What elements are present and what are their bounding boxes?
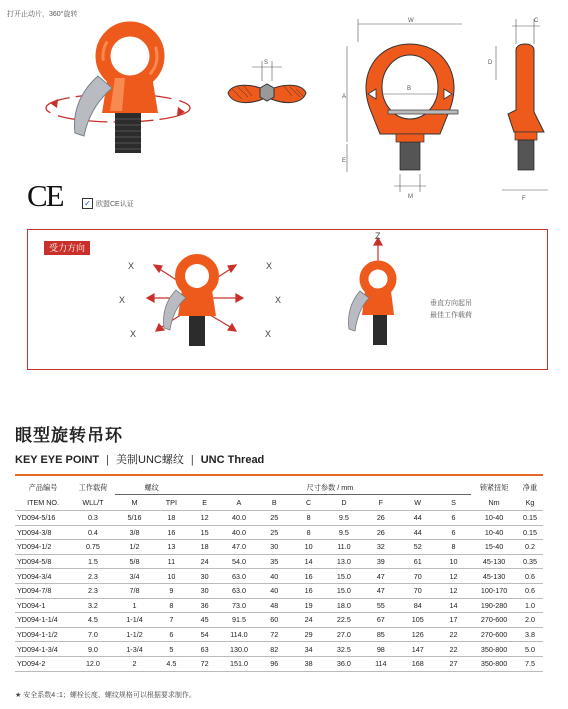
spec-table [15,481,543,672]
table-cell: 1-1/4 [115,613,154,628]
product-photo-rotating [30,18,200,163]
table-cell: 22 [436,642,471,657]
table-cell: 98 [362,642,399,657]
table-cell: 168 [400,656,436,671]
table-cell: 16 [154,525,188,540]
table-cell: 12 [436,569,471,584]
column-header: WLL/T [82,497,104,507]
side-view-drawing [478,14,558,204]
table-cell: 73.0 [221,598,257,613]
table-cell: 47 [362,583,399,598]
table-cell: 30 [189,583,221,598]
table-cell: 91.5 [221,613,257,628]
table-cell: 84 [400,598,436,613]
table-cell: 70 [400,583,436,598]
table-cell: 114 [362,656,399,671]
table-cell: 3/8 [115,525,154,540]
table-cell: 82 [257,642,291,657]
safety-footnote: ★ 安全系数4 :1；螺栓长度、螺纹规格可以根据要求制作。 [15,692,196,699]
table-cell: 9.5 [326,511,362,526]
table-cell: 36 [189,598,221,613]
table-cell: 2.3 [71,583,115,598]
item-number-cell: YD094-1 [15,598,71,613]
table-row [15,525,543,540]
dim-c-label: C [534,18,539,24]
table-cell: 40.0 [221,511,257,526]
table-cell: 9.5 [326,525,362,540]
table-cell: 3.2 [71,598,115,613]
table-cell: 70 [400,569,436,584]
table-cell: 63.0 [221,569,257,584]
item-number-cell: YD094-1-1/4 [15,613,71,628]
table-cell: 72 [257,627,291,642]
table-cell: 60 [257,613,291,628]
table-cell: 47.0 [221,540,257,555]
table-row [15,569,543,584]
table-cell: 1.0 [517,598,543,613]
table-cell: 0.4 [71,525,115,540]
table-cell: 24 [291,613,325,628]
table-cell: 8 [154,598,188,613]
table-row [15,540,543,555]
table-cell: 350-800 [471,642,517,657]
rotation-caption: 打开止动片，360°旋转 [7,11,78,18]
table-cell: 7/8 [115,583,154,598]
table-cell: 47 [362,569,399,584]
table-cell: 5.0 [517,642,543,657]
checkbox-icon: ✓ [82,198,93,209]
table-cell: 1-1/2 [115,627,154,642]
table-cell: 2.3 [71,569,115,584]
force-photo-vertical [335,233,405,351]
table-cell: 0.6 [517,583,543,598]
table-cell: 6 [436,525,471,540]
dim-a-label: A [342,94,347,100]
table-cell: 26 [362,525,399,540]
table-cell: 15.0 [326,569,362,584]
thread-type-cn: 美制UNC螺纹 [116,454,184,466]
table-cell: 0.6 [517,569,543,584]
table-cell: 8 [291,511,325,526]
dim-s-label: S [264,60,269,66]
table-cell: 12.0 [71,656,115,671]
column-header: E [202,498,208,507]
table-cell: 12 [436,583,471,598]
header-torque-cn: 锁紧扭矩 [479,482,509,492]
column-header: W [414,498,422,507]
table-cell: 16 [291,569,325,584]
table-cell: 32.5 [326,642,362,657]
table-cell: 270-600 [471,627,517,642]
force-z-label: Z [375,231,381,241]
force-x-left: X [119,295,126,305]
table-cell: 15 [189,525,221,540]
table-cell: 8 [436,540,471,555]
table-cell: 1/2 [115,540,154,555]
table-cell: 45-130 [471,569,517,584]
column-header: A [236,498,242,507]
table-cell: 14 [291,554,325,569]
table-cell: 27.0 [326,627,362,642]
table-cell: 6 [436,511,471,526]
item-number-cell: YD094-3/4 [15,569,71,584]
table-cell: 44 [400,525,436,540]
table-cell: 1.5 [71,554,115,569]
dim-m-label: M [408,194,413,200]
table-cell: 0.3 [71,511,115,526]
table-cell: 11 [154,554,188,569]
column-header: C [305,498,312,507]
table-row [15,656,543,671]
column-header: M [131,498,138,507]
table-cell: 24 [189,554,221,569]
table-cell: 6 [154,627,188,642]
column-header: S [451,498,456,507]
table-cell: 13.0 [326,554,362,569]
dim-e-label: E [342,158,347,164]
dim-f-label: F [522,196,526,202]
table-cell: 9.0 [71,642,115,657]
table-cell: 4.5 [71,613,115,628]
table-cell: 40 [257,569,291,584]
table-cell: 10 [154,569,188,584]
table-cell: 15-40 [471,540,517,555]
table-cell: 11.0 [326,540,362,555]
table-cell: 7 [154,613,188,628]
section-drawing [222,55,312,125]
table-cell: 30 [257,540,291,555]
table-cell: 63.0 [221,583,257,598]
table-cell: 15.0 [326,583,362,598]
table-cell: 190-280 [471,598,517,613]
table-cell: 44 [400,511,436,526]
table-cell: 13 [154,540,188,555]
table-cell: 5/8 [115,554,154,569]
table-row [15,642,543,657]
column-header: D [341,498,347,507]
dim-d-label: D [488,60,493,66]
item-number-cell: YD094-5/16 [15,511,71,526]
table-cell: 45-130 [471,554,517,569]
table-cell: 100-170 [471,583,517,598]
header-wll-cn: 工作载荷 [78,482,108,492]
table-row [15,554,543,569]
table-cell: 18 [189,540,221,555]
table-cell: 0.15 [517,511,543,526]
item-number-cell: YD094-2 [15,656,71,671]
force-photo-multi [140,248,250,353]
table-cell: 45 [189,613,221,628]
table-cell: 16 [291,583,325,598]
product-subtitle-row: KEY EYE POINT | 美制UNC螺纹 | UNC Thread [15,454,265,466]
table-cell: 18.0 [326,598,362,613]
item-number-cell: YD094-1/2 [15,540,71,555]
vertical-lift-note-2: 最佳工作载荷 [430,312,472,319]
table-cell: 25 [257,511,291,526]
table-cell: 4.5 [154,656,188,671]
table-cell: 40.0 [221,525,257,540]
table-cell: 36.0 [326,656,362,671]
table-cell: 40 [257,583,291,598]
ce-mark: CE [27,178,63,213]
table-cell: 30 [189,569,221,584]
table-cell: 0.35 [517,554,543,569]
table-cell: 12 [189,511,221,526]
dim-w-label: W [408,18,414,24]
column-header: ITEM NO. [27,497,60,507]
table-cell: 54 [189,627,221,642]
table-row [15,613,543,628]
table-cell: 10 [436,554,471,569]
table-cell: 0.75 [71,540,115,555]
item-number-cell: YD094-1-1/2 [15,627,71,642]
table-cell: 54.0 [221,554,257,569]
table-cell: 151.0 [221,656,257,671]
table-cell: 67 [362,613,399,628]
table-cell: 10 [291,540,325,555]
table-cell: 26 [362,511,399,526]
force-x-upper-left: X [128,261,135,271]
table-cell: 0.15 [517,525,543,540]
vertical-lift-note-1: 垂直方向起吊 [430,300,472,307]
table-cell: 55 [362,598,399,613]
item-number-cell: YD094-7/8 [15,583,71,598]
item-number-cell: YD094-5/8 [15,554,71,569]
table-cell: 9 [154,583,188,598]
table-cell: 10-40 [471,511,517,526]
table-cell: 96 [257,656,291,671]
column-header: Nm [488,497,500,507]
header-thread-cn: 螺纹 [115,481,189,495]
table-cell: 10-40 [471,525,517,540]
table-cell: 105 [400,613,436,628]
table-cell: 14 [436,598,471,613]
table-row [15,627,543,642]
header-dims-cn: 尺寸参数 / mm [189,481,472,495]
table-cell: 2 [115,656,154,671]
item-number-cell: YD094-3/8 [15,525,71,540]
table-cell: 147 [400,642,436,657]
force-x-right: X [275,295,282,305]
table-cell: 72 [189,656,221,671]
header-item-cn: 产品编号 [28,482,58,492]
table-cell: 85 [362,627,399,642]
ce-cert-text: 欧盟CE认证 [96,201,134,208]
product-title-en: KEY EYE POINT [15,454,100,466]
table-cell: 32 [362,540,399,555]
table-cell: 130.0 [221,642,257,657]
table-cell: 39 [362,554,399,569]
front-view-drawing [332,14,462,204]
table-cell: 22 [436,627,471,642]
force-x-lower-left: X [130,329,137,339]
table-cell: 19 [291,598,325,613]
table-cell: 63 [189,642,221,657]
table-cell: 270-600 [471,613,517,628]
table-cell: 22.5 [326,613,362,628]
table-cell: 35 [257,554,291,569]
table-cell: 350-800 [471,656,517,671]
force-x-lower-right: X [265,329,272,339]
table-cell: 7.0 [71,627,115,642]
table-row [15,583,543,598]
table-cell: 1 [115,598,154,613]
table-cell: 3.8 [517,627,543,642]
thread-type-en: UNC Thread [200,454,265,466]
table-cell: 5/16 [115,511,154,526]
table-cell: 48 [257,598,291,613]
product-title-cn: 眼型旋转吊环 [15,426,123,445]
table-cell: 29 [291,627,325,642]
table-cell: 8 [291,525,325,540]
column-header: Kg [525,497,535,507]
table-cell: 17 [436,613,471,628]
table-cell: 5 [154,642,188,657]
table-cell: 25 [257,525,291,540]
table-cell: 61 [400,554,436,569]
header-weight-cn: 净重 [522,482,538,492]
table-cell: 27 [436,656,471,671]
table-cell: 52 [400,540,436,555]
table-cell: 126 [400,627,436,642]
table-cell: 7.5 [517,656,543,671]
table-cell: 2.0 [517,613,543,628]
table-cell: 34 [291,642,325,657]
table-cell: 3/4 [115,569,154,584]
table-cell: 114.0 [221,627,257,642]
title-divider [15,474,543,476]
dim-b-label: B [407,86,412,92]
table-cell: 0.2 [517,540,543,555]
item-number-cell: YD094-1-3/4 [15,642,71,657]
column-header: F [378,498,383,507]
column-header: TPI [165,498,177,507]
table-row [15,598,543,613]
column-header: B [271,498,277,507]
force-direction-label: 受力方向 [44,241,90,255]
table-cell: 18 [154,511,188,526]
table-cell: 38 [291,656,325,671]
table-cell: 1-3/4 [115,642,154,657]
force-x-upper-right: X [266,261,273,271]
table-row [15,511,543,526]
